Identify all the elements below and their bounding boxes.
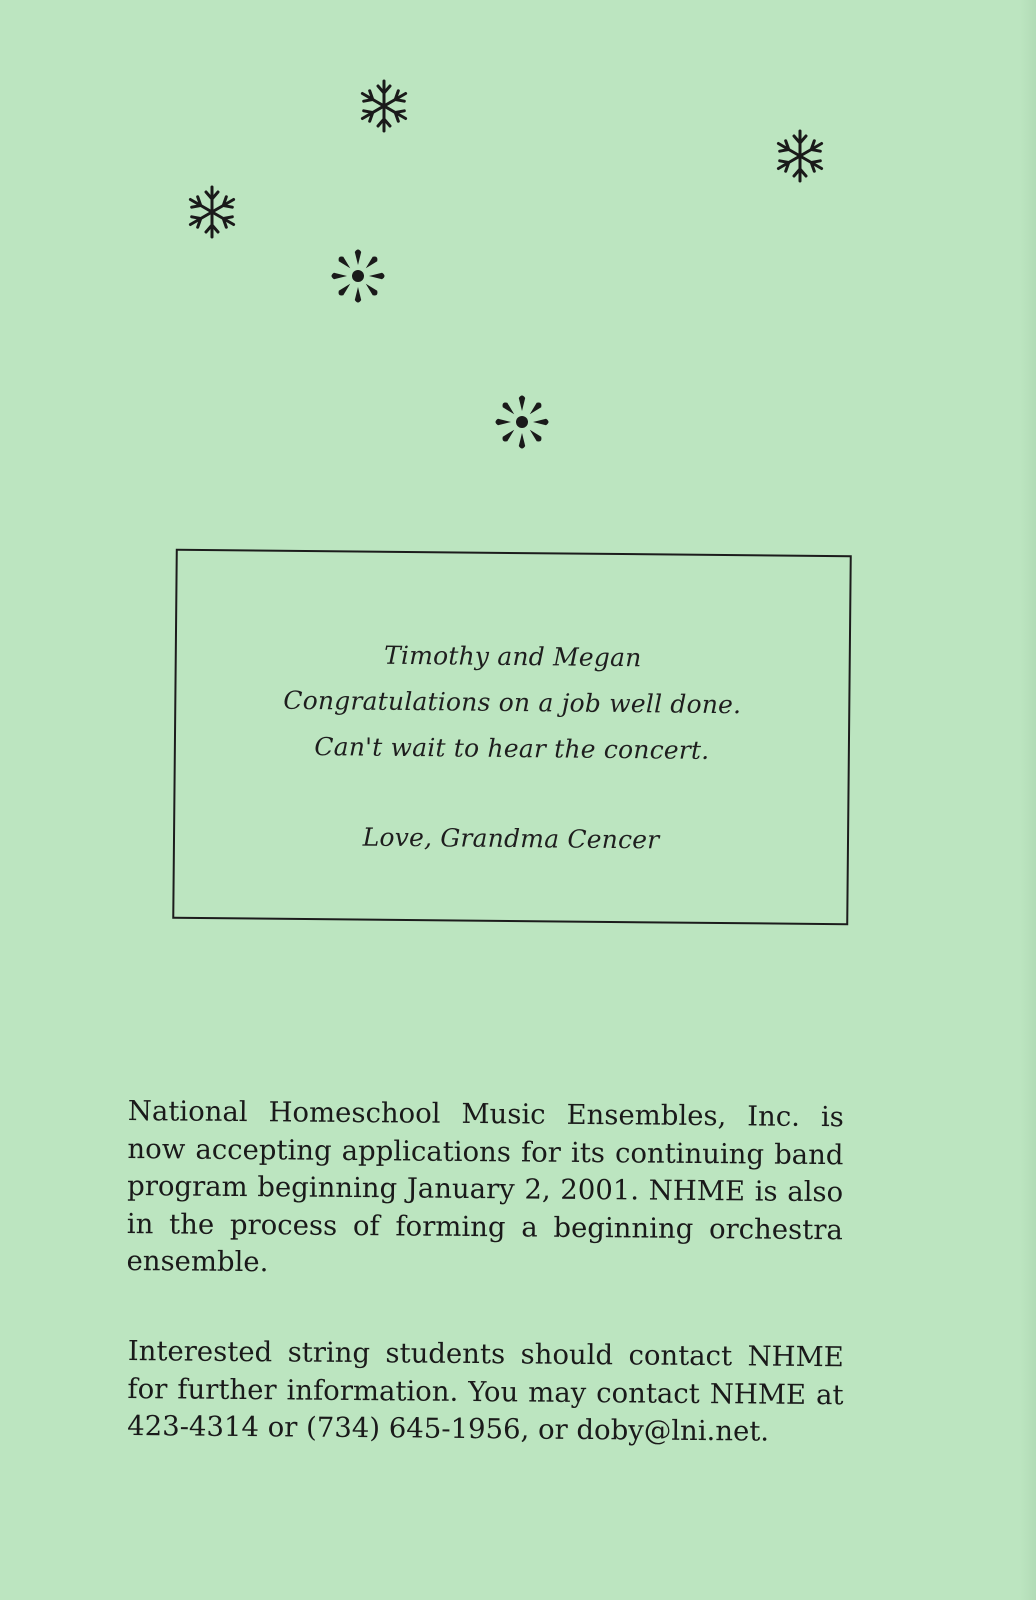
- asterisk-flower-icon: [328, 246, 388, 306]
- card-concert-line: Can't wait to hear the concert.: [314, 732, 710, 765]
- asterisk-flower-icon: [492, 392, 552, 452]
- snowflake-icon: [184, 184, 240, 240]
- announcement-paragraph: National Homeschool Music Ensembles, Inc. is now accepting applications for its continuing band program beginning January 2, 2001. NHME is also in the process of forming a beginning orchestra ensemble.: [126, 1094, 844, 1279]
- snowflake-icon: [356, 78, 412, 134]
- contact-paragraph: Interested string students should contact NHME for further information. You may contact NHME at 423-4314 or (734) 645-1956, or doby@lni.net.: [127, 1334, 844, 1448]
- congratulations-card: [172, 549, 852, 925]
- page-edge: [1020, 0, 1036, 1600]
- snowflake-icon: [772, 128, 828, 184]
- card-recipients: Timothy and Megan: [383, 640, 642, 673]
- card-signature: Love, Grandma Cencer: [362, 822, 660, 855]
- card-congratulations: Congratulations on a job well done.: [283, 685, 742, 720]
